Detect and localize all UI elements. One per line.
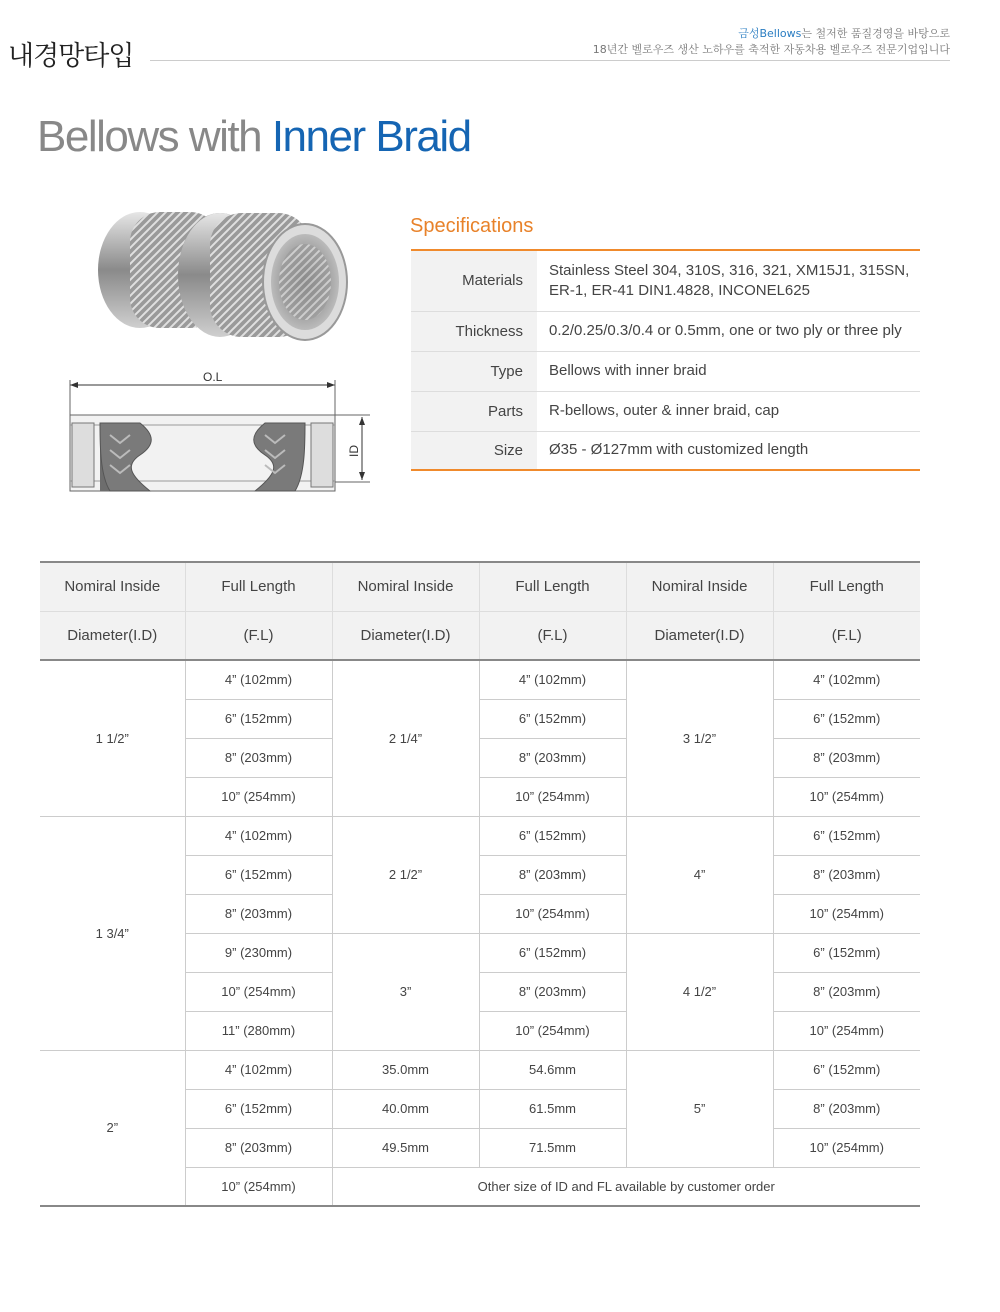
spec-value-line: Stainless Steel 304, 310S, 316, 321, XM15J1, 315SN,	[549, 261, 910, 279]
spec-row	[411, 391, 920, 431]
table-cell: 5”	[626, 1050, 773, 1167]
table-cell: 6” (152mm)	[773, 1050, 920, 1089]
table-cell: 8” (203mm)	[185, 1128, 332, 1167]
table-cell: 6” (152mm)	[185, 855, 332, 894]
table-cell: 10” (254mm)	[185, 1167, 332, 1206]
spec-value	[537, 391, 920, 431]
table-cell: 10” (254mm)	[479, 777, 626, 816]
table-cell: 6” (152mm)	[185, 1089, 332, 1128]
product-photo	[90, 200, 350, 350]
product-title-part1: Bellows with	[37, 112, 262, 161]
table-cell: 2”	[40, 1050, 185, 1206]
table-cell: 54.6mm	[479, 1050, 626, 1089]
table-cell: 3 1/2”	[626, 660, 773, 816]
spec-value-line: 0.2/0.25/0.3/0.4 or 0.5mm, one or two ply or three ply	[549, 322, 902, 339]
table-cell: 6” (152mm)	[479, 699, 626, 738]
spec-row	[411, 311, 920, 351]
size-table-header: (F.L)	[479, 611, 626, 660]
size-table-header: Full Length	[479, 562, 626, 611]
size-table-header: (F.L)	[185, 611, 332, 660]
table-cell: 6” (152mm)	[773, 816, 920, 855]
spec-key: Type	[411, 351, 537, 391]
spec-key: Thickness	[411, 311, 537, 351]
spec-key: Materials	[411, 250, 537, 311]
spec-key: Parts	[411, 391, 537, 431]
spec-value	[537, 311, 920, 351]
korean-page-title: 내경망타입	[8, 41, 134, 72]
spec-value	[537, 431, 920, 470]
spec-value	[537, 351, 920, 391]
table-cell: 10” (254mm)	[773, 894, 920, 933]
spec-row	[411, 431, 920, 470]
table-cell: 8” (203mm)	[479, 972, 626, 1011]
table-cell: 6” (152mm)	[773, 699, 920, 738]
table-row	[40, 816, 920, 855]
table-cell: 3”	[332, 933, 479, 1050]
table-cell: 10” (254mm)	[479, 894, 626, 933]
table-row	[40, 660, 920, 699]
table-cell: 4” (102mm)	[185, 1050, 332, 1089]
size-table-header: Nomiral Inside	[40, 562, 185, 611]
table-cell: 40.0mm	[332, 1089, 479, 1128]
spec-row	[411, 351, 920, 391]
table-cell: 8” (203mm)	[479, 855, 626, 894]
table-cell: Other size of ID and FL available by customer order	[332, 1167, 920, 1206]
table-cell: 4” (102mm)	[773, 660, 920, 699]
ol-dimension-label: O.L	[203, 370, 223, 384]
table-cell: 6” (152mm)	[479, 816, 626, 855]
size-table-header: Diameter(I.D)	[332, 611, 479, 660]
size-table-header: (F.L)	[773, 611, 920, 660]
table-cell: 4” (102mm)	[185, 660, 332, 699]
table-cell: 8” (203mm)	[479, 738, 626, 777]
product-title	[37, 112, 471, 162]
table-cell: 4” (102mm)	[479, 660, 626, 699]
table-cell: 2 1/4”	[332, 660, 479, 816]
spec-key: Size	[411, 431, 537, 470]
table-cell: 49.5mm	[332, 1128, 479, 1167]
spec-value-line: ER-1, ER-41 DIN1.4828, INCONEL625	[549, 281, 810, 299]
spec-row	[411, 250, 920, 311]
size-table-header: Diameter(I.D)	[626, 611, 773, 660]
size-table-header: Full Length	[185, 562, 332, 611]
size-table-header: Diameter(I.D)	[40, 611, 185, 660]
company-tagline	[593, 26, 950, 58]
id-dimension-label: ID	[347, 445, 361, 457]
brand-name: 금성Bellows	[738, 27, 802, 40]
table-cell: 10” (254mm)	[185, 972, 332, 1011]
table-cell: 61.5mm	[479, 1089, 626, 1128]
table-cell: 6” (152mm)	[773, 933, 920, 972]
header-divider	[150, 60, 950, 61]
table-cell: 10” (254mm)	[773, 1011, 920, 1050]
table-row	[40, 1050, 920, 1089]
table-cell: 8” (203mm)	[773, 972, 920, 1011]
technical-drawing	[60, 365, 380, 495]
product-title-part2: Inner Braid	[271, 112, 471, 161]
table-cell: 11” (280mm)	[185, 1011, 332, 1050]
spec-value	[537, 250, 920, 311]
spec-value-line: R-bellows, outer & inner braid, cap	[549, 402, 780, 419]
size-table-header: Nomiral Inside	[332, 562, 479, 611]
table-cell: 10” (254mm)	[185, 777, 332, 816]
table-cell: 10” (254mm)	[773, 1128, 920, 1167]
table-cell: 71.5mm	[479, 1128, 626, 1167]
specifications-heading: Specifications	[410, 215, 534, 237]
size-table	[40, 561, 920, 1207]
table-cell: 9” (230mm)	[185, 933, 332, 972]
table-cell: 4”	[626, 816, 773, 933]
table-cell: 2 1/2”	[332, 816, 479, 933]
table-cell: 1 3/4”	[40, 816, 185, 1050]
table-cell: 8” (203mm)	[185, 894, 332, 933]
size-table-header: Full Length	[773, 562, 920, 611]
table-cell: 8” (203mm)	[185, 738, 332, 777]
table-cell: 6” (152mm)	[185, 699, 332, 738]
table-cell: 10” (254mm)	[479, 1011, 626, 1050]
table-cell: 6” (152mm)	[479, 933, 626, 972]
table-cell: 8” (203mm)	[773, 738, 920, 777]
specifications-table	[411, 249, 920, 471]
table-cell: 4” (102mm)	[185, 816, 332, 855]
table-cell: 1 1/2”	[40, 660, 185, 816]
tagline-line2: 18년간 벨로우즈 생산 노하우를 축적한 자동차용 벨로우즈 전문기업입니다	[592, 43, 950, 56]
table-cell: 35.0mm	[332, 1050, 479, 1089]
table-cell: 10” (254mm)	[773, 777, 920, 816]
spec-value-line: Ø35 - Ø127mm with customized length	[549, 441, 809, 459]
tagline-line1: 는 철저한 품질경영을 바탕으로	[801, 27, 950, 40]
table-cell: 4 1/2”	[626, 933, 773, 1050]
table-cell: 8” (203mm)	[773, 1089, 920, 1128]
table-cell: 8” (203mm)	[773, 855, 920, 894]
size-table-header: Nomiral Inside	[626, 562, 773, 611]
spec-value-line: Bellows with inner braid	[549, 362, 707, 379]
